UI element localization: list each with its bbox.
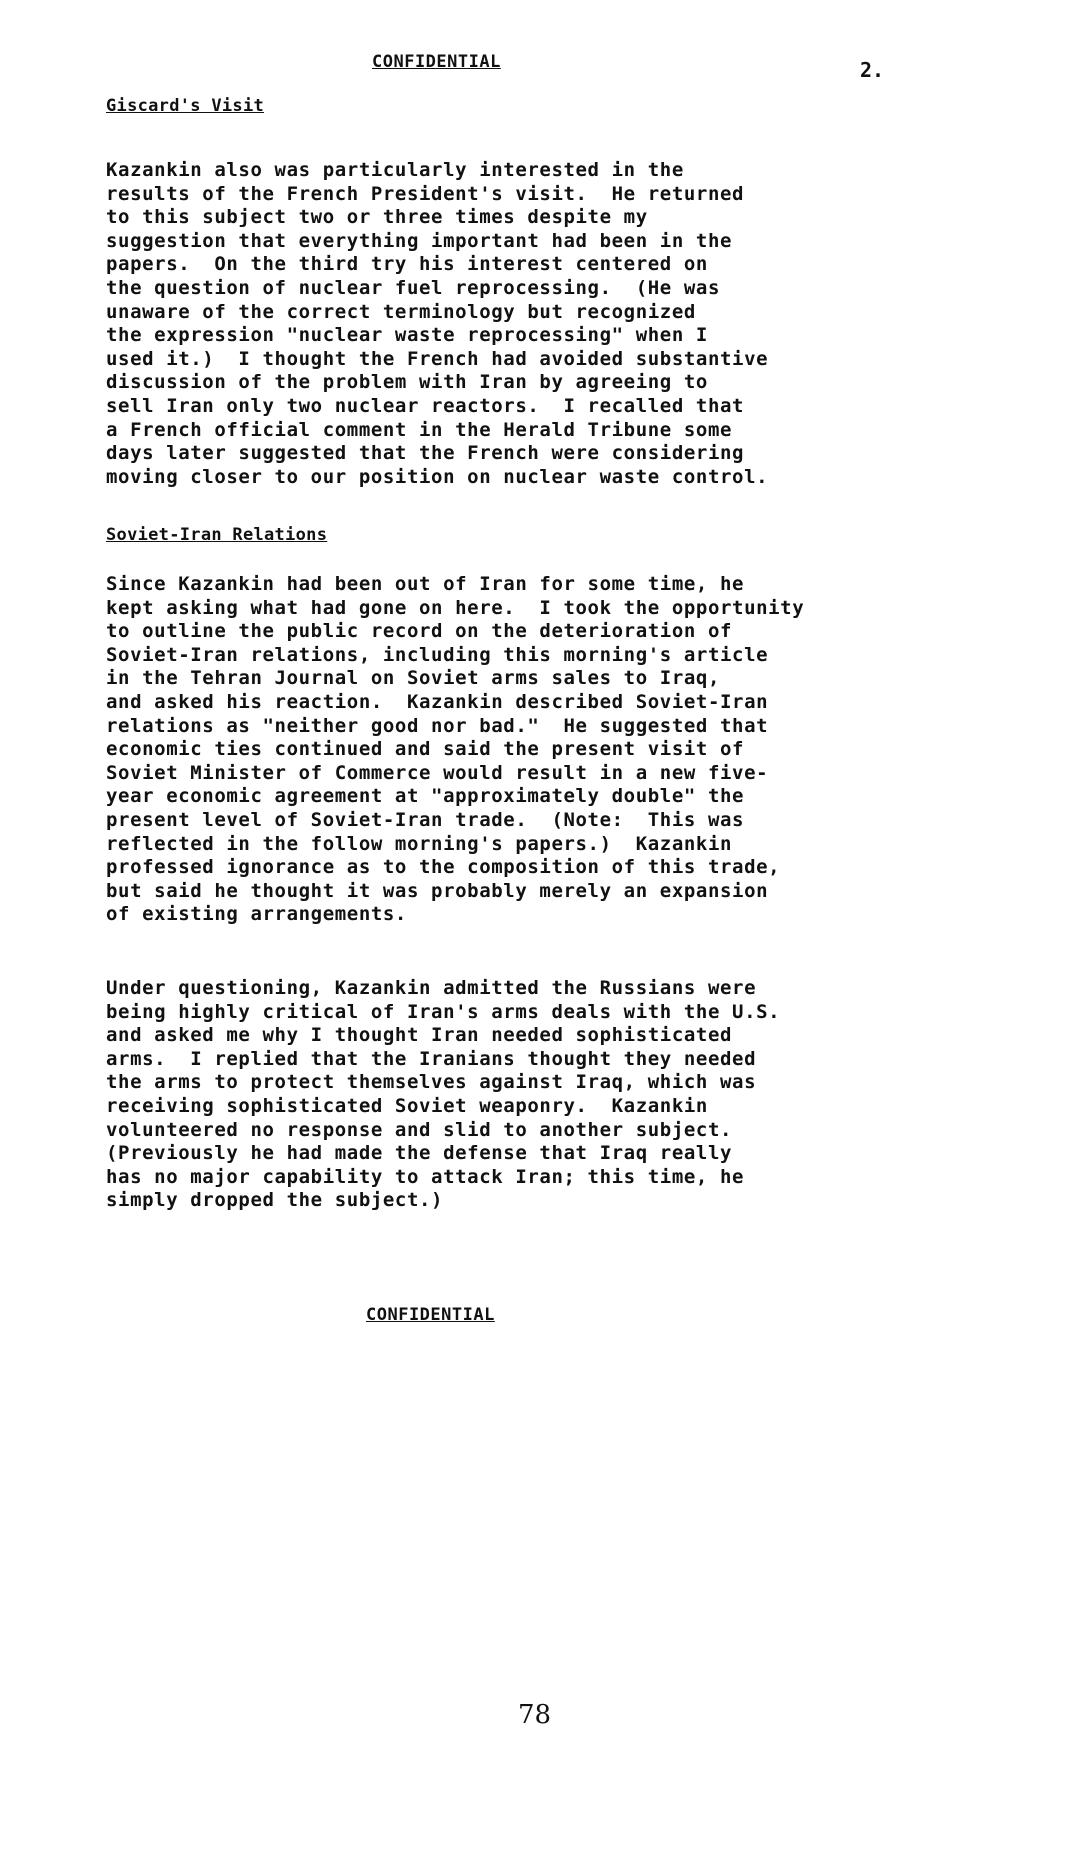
text-line: and asked his reaction. Kazankin described Soviet-Iran (106, 690, 769, 713)
text-line: economic ties continued and said the present visit of (106, 738, 745, 761)
text-line: unaware of the correct terminology but recognized (106, 300, 696, 323)
text-line: and asked me why I thought Iran needed sophisticated (106, 1024, 733, 1047)
text-line: but said he thought it was probably merely an expansion (106, 879, 769, 902)
text-line: kept asking what had gone on here. I took the opportunity (106, 596, 805, 619)
paragraph-giscard-visit (106, 159, 966, 489)
text-line: discussion of the problem with Iran by agreeing to (106, 371, 708, 394)
section-heading-giscard-visit: Giscard's Visit (106, 96, 265, 116)
text-line: simply dropped the subject.) (106, 1189, 444, 1212)
paragraph-soviet-iran-1 (106, 573, 966, 927)
text-line: has no major capability to attack Iran; this time, he (106, 1165, 745, 1188)
text-line: the expression "nuclear waste reprocessing" when I (106, 324, 708, 347)
text-line: receiving sophisticated Soviet weaponry. Kazankin (106, 1094, 708, 1117)
text-line: a French official comment in the Herald Tribune some (106, 418, 733, 441)
text-line: volunteered no response and slid to another subject. (106, 1118, 733, 1141)
text-line: Under questioning, Kazankin admitted the Russians were (106, 977, 757, 999)
text-line: (Previously he had made the defense that Iraq really (106, 1142, 733, 1165)
folio-number: 78 (518, 1700, 552, 1730)
text-line: results of the French President's visit. He returned (106, 182, 745, 205)
text-line: Since Kazankin had been out of Iran for some time, he (106, 573, 745, 595)
text-line: the arms to protect themselves against Iraq, which was (106, 1071, 757, 1094)
section-heading-soviet-iran-relations: Soviet-Iran Relations (106, 525, 328, 545)
text-line: Soviet-Iran relations, including this morning's article (106, 643, 769, 666)
text-line: to this subject two or three times despite my (106, 206, 648, 229)
page-number: 2. (860, 58, 885, 82)
paragraph-soviet-iran-2 (106, 977, 966, 1213)
text-line: moving closer to our position on nuclear waste control. (106, 465, 769, 488)
text-line: suggestion that everything important had been in the (106, 229, 733, 252)
text-line: arms. I replied that the Iranians thought they needed (106, 1047, 757, 1070)
classification-header: CONFIDENTIAL (372, 52, 501, 72)
classification-footer: CONFIDENTIAL (366, 1305, 495, 1325)
text-line: relations as "neither good nor bad." He suggested that (106, 714, 769, 737)
text-line: year economic agreement at "approximately double" the (106, 785, 745, 808)
text-line: the question of nuclear fuel reprocessing. (He was (106, 276, 720, 299)
text-line: to outline the public record on the deterioration of (106, 620, 733, 643)
text-line: of existing arrangements. (106, 903, 407, 926)
text-line: professed ignorance as to the composition of this trade, (106, 856, 781, 879)
text-line: used it.) I thought the French had avoided substantive (106, 347, 769, 370)
text-line: sell Iran only two nuclear reactors. I recalled that (106, 394, 745, 417)
text-line: reflected in the follow morning's papers.) Kazankin (106, 832, 733, 855)
text-line: days later suggested that the French were considering (106, 442, 745, 465)
text-line: Soviet Minister of Commerce would result in a new five- (106, 761, 769, 784)
text-line: present level of Soviet-Iran trade. (Note: This was (106, 808, 745, 831)
text-line: papers. On the third try his interest centered on (106, 253, 708, 276)
text-line: Kazankin also was particularly interested in the (106, 159, 684, 181)
text-line: being highly critical of Iran's arms deals with the U.S. (106, 1000, 781, 1023)
text-line: in the Tehran Journal on Soviet arms sales to Iraq, (106, 667, 720, 690)
